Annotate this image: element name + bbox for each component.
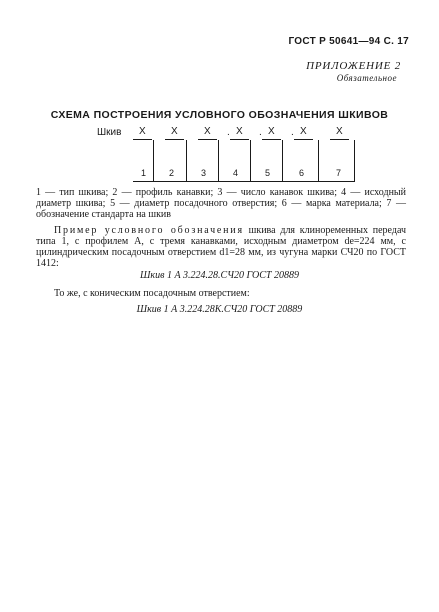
scheme-separator: . [227, 127, 230, 138]
scheme-position-number: 7 [336, 168, 342, 178]
scheme-divider [186, 140, 187, 181]
scheme-position-number: 3 [201, 168, 207, 178]
scheme-baseline [133, 181, 355, 182]
scheme-position-number: 5 [265, 168, 271, 178]
example-text: шкива для клиноременных передач типа 1, с профилем А, с тремя канавками, исходным диаметром de=224 мм, с цилиндрическим посадочным отверстием d1=28 мм, из чугуна марки СЧ20 по ГОСТ 1412: [36, 225, 407, 269]
scheme-underline [330, 139, 349, 140]
scheme-divider [354, 140, 355, 181]
scheme-underline [294, 139, 313, 140]
scheme-placeholder: X [139, 126, 146, 137]
scheme-label: Шкив [97, 127, 122, 138]
scheme-underline [230, 139, 249, 140]
example2-designation: Шкив 1 А 3.224.28К.СЧ20 ГОСТ 20889 [136, 304, 303, 315]
scheme-separator: . [291, 127, 294, 138]
example-designation: Шкив 1 А 3.224.28.СЧ20 ГОСТ 20889 [140, 270, 299, 281]
scheme-divider [218, 140, 219, 181]
scheme-placeholder: X [300, 126, 307, 137]
scheme-underline [262, 139, 281, 140]
appendix-status: Обязательное [336, 73, 397, 83]
page-header: ГОСТ Р 50641—94 С. 17 [288, 36, 409, 47]
scheme-position-number: 6 [299, 168, 305, 178]
example2-text: То же, с коническим посадочным отверстием: [54, 288, 250, 299]
scheme-position-number: 4 [233, 168, 239, 178]
scheme-underline [165, 139, 184, 140]
scheme-placeholder: X [236, 126, 243, 137]
scheme-divider [153, 140, 154, 181]
scheme-separator: . [259, 127, 262, 138]
example-lead: Пример условного обозначения [54, 225, 244, 236]
scheme-placeholder: X [268, 126, 275, 137]
scheme-legend: 1 — тип шкива; 2 — профиль канавки; 3 — число канавок шкива; 4 — исходный диаметр шкива; 5 — диаметр посадочного отверстия; 6 — марка материала; 7 — обозначение стандарта на шкив [36, 187, 406, 220]
scheme-position-number: 2 [169, 168, 175, 178]
section-title: СХЕМА ПОСТРОЕНИЯ УСЛОВНОГО ОБОЗНАЧЕНИЯ ШКИВОВ [50, 109, 389, 121]
scheme-placeholder: X [171, 126, 178, 137]
scheme-placeholder: X [336, 126, 343, 137]
scheme-divider [250, 140, 251, 181]
scheme-placeholder: X [204, 126, 211, 137]
appendix-title: ПРИЛОЖЕНИЕ 2 [306, 60, 401, 72]
scheme-underline [133, 139, 152, 140]
scheme-divider [282, 140, 283, 181]
scheme-position-number: 1 [141, 168, 147, 178]
scheme-underline [198, 139, 217, 140]
designation-scheme [0, 0, 439, 200]
scheme-divider [318, 140, 319, 181]
example-paragraph [36, 225, 406, 269]
